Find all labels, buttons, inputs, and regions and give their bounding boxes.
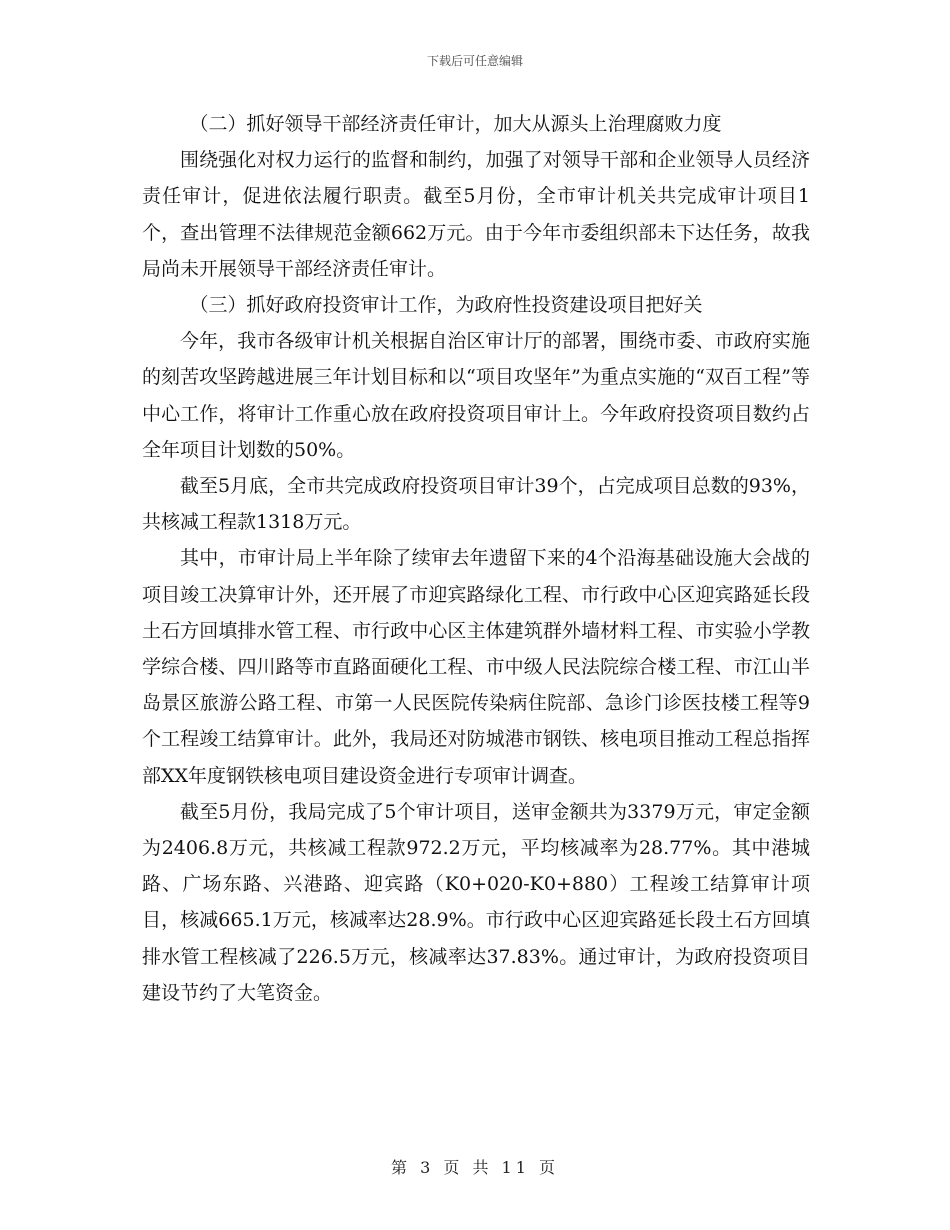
section-heading-2: （二）抓好领导干部经济责任审计，加大从源头上治理腐败力度: [189, 113, 722, 135]
body-paragraph: 截至5月份，我局完成了5个审计项目，送审金额共为3379万元，审定金额为2406.8万元，共核减工程款972.2万元，平均核减率为28.77%。其中港城路、广场东路、兴港路、迎宾路（K0+020-K0+880）工程竣工结算审计项目，核减665.1万元，核减率达28.9%。市行政中心区迎宾路延长段土石方回填排水管工程核减了226.5万元，核减率达37.83%。通过审计，为政府投资项目建设节约了大笔资金。: [142, 800, 810, 1004]
document-body: [142, 106, 810, 1011]
page-footer: 第 3 页 共 11 页: [391, 1158, 559, 1177]
body-paragraph: 其中，市审计局上半年除了续审去年遗留下来的4个沿海基础设施大会战的项目竣工决算审计外，还开展了市迎宾路绿化工程、市行政中心区迎宾路延长段土石方回填排水管工程、市行政中心区主体建筑群外墙材料工程、市实验小学教学综合楼、四川路等市直路面硬化工程、市中级人民法院综合楼工程、市江山半岛景区旅游公路工程、市第一人民医院传染病住院部、急诊门诊医技楼工程等9个工程竣工结算审计。此外，我局还对防城港市钢铁、核电项目推动工程总指挥部XX年度钢铁核电项目建设资金进行专项审计调查。: [142, 547, 810, 787]
body-paragraph: 截至5月底，全市共完成政府投资项目审计39个，占完成项目总数的93%，共核减工程款1318万元。: [142, 475, 810, 534]
body-paragraph: 今年，我市各级审计机关根据自治区审计厅的部署，围绕市委、市政府实施的刻苦攻坚跨越进展三年计划目标和以“项目攻坚年”为重点实施的“双百工程”等中心工作，将审计工作重心放在政府投资项目审计上。今年政府投资项目数约占全年项目计划数的50%。: [142, 330, 810, 461]
body-paragraph: 围绕强化对权力运行的监督和制约，加强了对领导干部和企业领导人员经济责任审计，促进依法履行职责。截至5月份，全市审计机关共完成审计项目1个，查出管理不法律规范金额662万元。由于今年市委组织部未下达任务，故我局尚未开展领导干部经济责任审计。: [142, 149, 810, 280]
page-header: 下载后可任意编辑: [426, 54, 523, 68]
section-heading-3: （三）抓好政府投资审计工作，为政府性投资建设项目把好关: [189, 294, 703, 317]
